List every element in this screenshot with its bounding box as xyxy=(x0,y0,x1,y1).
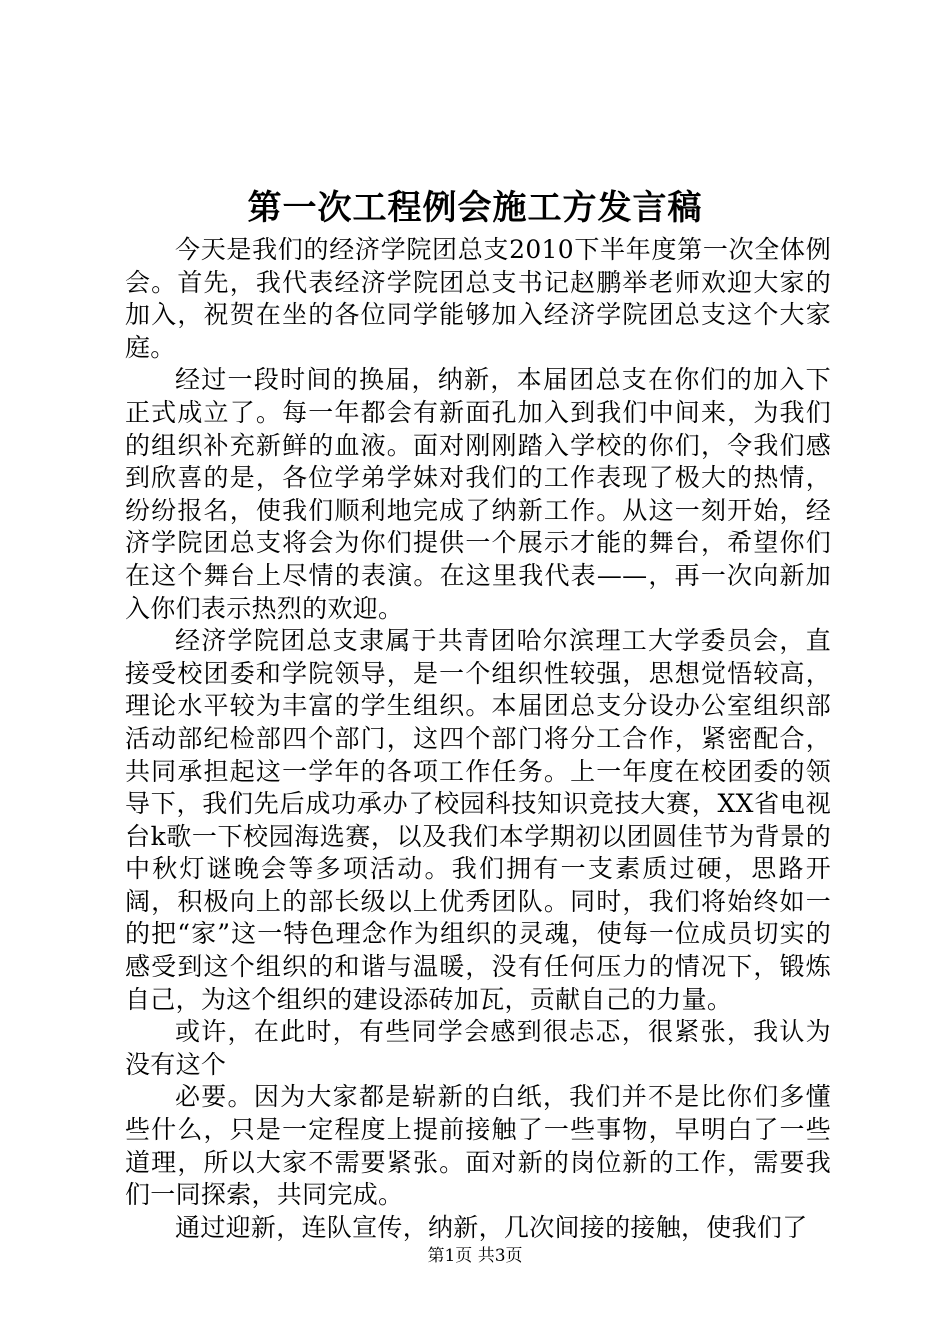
paragraph: 或许，在此时，有些同学会感到很忐忑，很紧张，我认为没有这个 xyxy=(125,1017,831,1079)
page-number-footer: 第1页 共3页 xyxy=(427,1246,523,1266)
paragraph: 经济学院团总支隶属于共青团哈尔滨理工大学委员会，直接受校团委和学院领导，是一个组织性较强，思想觉悟较高，理论水平较为丰富的学生组织。本届团总支分设办公室组织部活动部纪检部四个部门，这四个部门将分工合作，紧密配合，共同承担起这一学年的各项工作任务。上一年度在校团委的领导下，我们先后成功承办了校园科技知识竞技大赛，XX省电视台k歌一下校园海选赛，以及我们本学期初以团圆佳节为背景的中秋灯谜晚会等多项活动。我们拥有一支素质过硬，思路开阔，积极向上的部长级以上优秀团队。同时，我们将始终如一的把“家”这一特色理念作为组织的灵魂，使每一位成员切实的感受到这个组织的和谐与温暖，没有任何压力的情况下，锻炼自己，为这个组织的建设添砖加瓦，贡献自己的力量。 xyxy=(125,626,831,1014)
paragraph: 必要。因为大家都是崭新的白纸，我们并不是比你们多懂些什么，只是一定程度上提前接触了一些事物，早明白了一些道理，所以大家不需要紧张。面对新的岗位新的工作，需要我们一同探索，共同完成。 xyxy=(125,1082,831,1210)
document-title: 第一次工程例会施工方发言稿 xyxy=(247,188,703,228)
paragraph: 通过迎新，连队宣传，纳新，几次间接的接触，使我们了 xyxy=(175,1212,808,1242)
document-body xyxy=(125,234,831,1244)
paragraph: 今天是我们的经济学院团总支2010下半年度第一次全体例会。首先，我代表经济学院团总支书记赵鹏举老师欢迎大家的加入，祝贺在坐的各位同学能够加入经济学院团总支这个大家庭。 xyxy=(125,235,831,362)
paragraph: 经过一段时间的换届，纳新，本届团总支在你们的加入下正式成立了。每一年都会有新面孔加入到我们中间来，为我们的组织补充新鲜的血液。面对刚刚踏入学校的你们，令我们感到欣喜的是，各位学弟学妹对我们的工作表现了极大的热情，纷纷报名，使我们顺利地完成了纳新工作。从这一刻开始，经济学院团总支将会为你们提供一个展示才能的舞台，希望你们在这个舞台上尽情的表演。在这里我代表——，再一次向新加入你们表示热烈的欢迎。 xyxy=(125,365,831,623)
